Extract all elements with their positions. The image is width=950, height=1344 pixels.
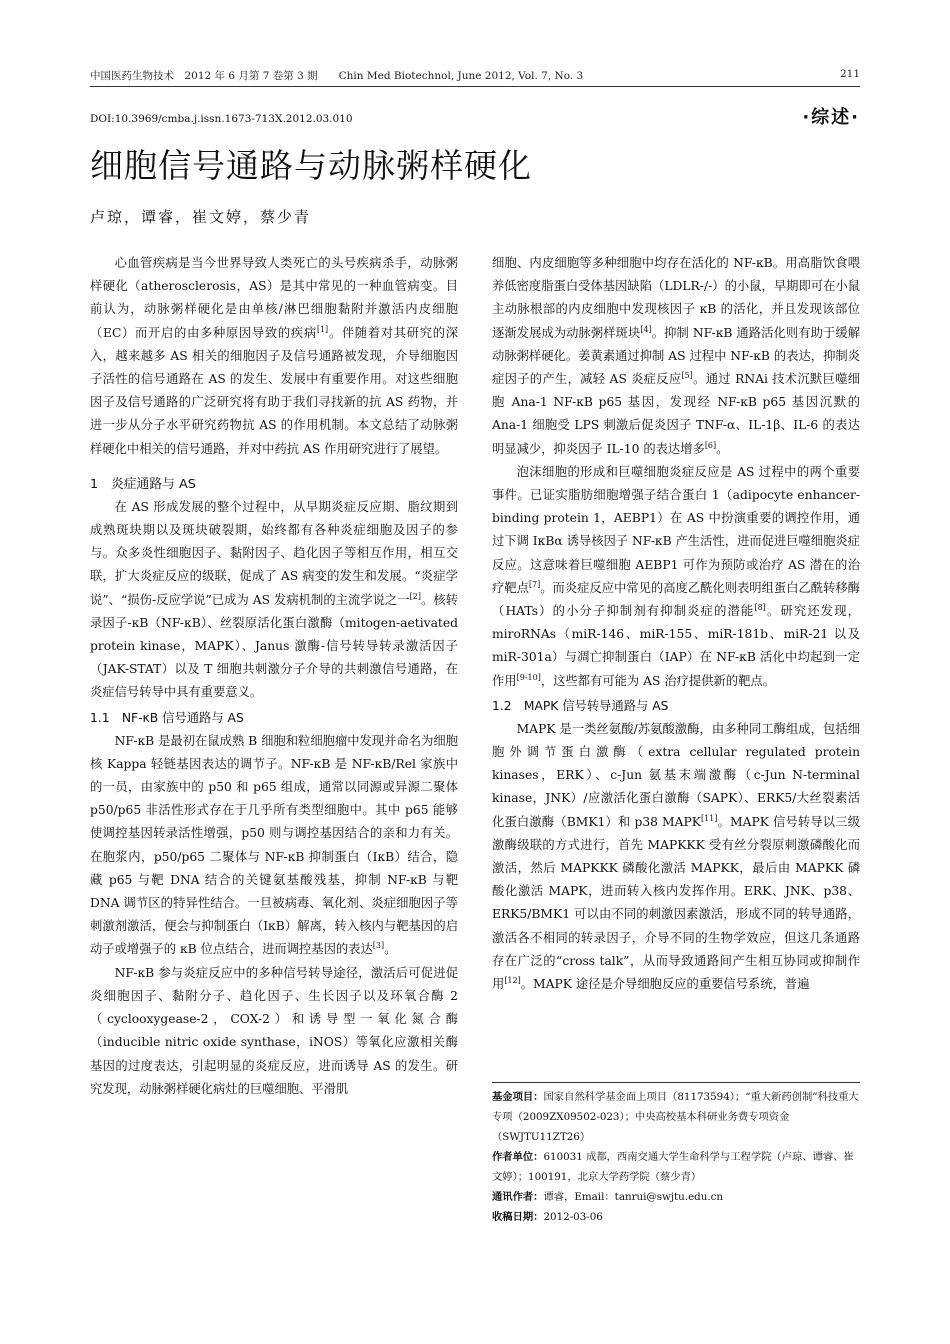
citation[interactable]: [3]	[372, 941, 385, 951]
citation[interactable]: [11]	[700, 813, 718, 823]
section-heading-1-1: 1.1 NF-κB 信号通路与 AS	[90, 710, 244, 725]
body-paragraph: MAPK 是一类丝氨酸/苏氨酸激酶，由多种同工酶组成，包括细胞外调节蛋白激酶（extra cellular regulated protein kinases，ERK）、c-Jun 氨基末端激酶（c-Jun N-terminal kinase，JNK）/应激活化蛋白激酶（SAPK）、ERK5/大丝裂素活化蛋白激酶（BMK1）和 p38 MAPK[11]。MAPK 信号转导以三级激酶级联的方式进行，首先 MAPKKK 受有丝分裂原刺激磷酸化而激活，然后 MAPKKK 磷酸化激活 MAPKK，最后由 MAPKK 磷酸化激活 MAPK，进而转入核内发挥作用。ERK、JNK、p38、ERK5/BMK1 可以由不同的刺激因素激活，形成不同的转导通路，激活各不相同的转录因子，介导不同的生物学效应，但这几条通路存在广泛的“cross talk”，从而导致通路间产生相互协同或抑制作用[12]。MAPK 途径是介导细胞反应的重要信号系统，普遍	[492, 721, 860, 992]
received-date-note: 收稿日期：2012-03-06	[492, 1211, 603, 1223]
page-number: 211	[839, 68, 860, 80]
body-paragraph: NF-κB 参与炎症反应中的多种信号转导途径，激活后可促进促炎细胞因子、黏附分子、趋化因子、生长因子以及环氧合酶 2（cyclooxygease-2，COX-2）和诱导型一氧化氮合酶（inducible nitric oxide synthase，iNOS）等氧化应激相关酶基因的过度表达，引起明显的炎症反应，进而诱导 AS 的发生。研究发现，动脉粥样硬化病灶的巨噬细胞、平滑肌	[90, 965, 458, 1096]
article-title: 细胞信号通路与动脉粥样硬化	[90, 146, 532, 185]
citation[interactable]: [4]	[640, 324, 652, 334]
affiliation-note: 作者单位：610031 成都，西南交通大学生命科学与工程学院（卢琼、谭睿、崔文婷）；100191，北京大学药学院（蔡少青）	[492, 1151, 854, 1183]
body-paragraph: 在 AS 形成发展的整个过程中，从早期炎症反应期、脂纹期到成熟斑块期以及斑块破裂期，始终都有各种炎症细胞及因子的参与。众多炎性细胞因子、黏附因子、趋化因子等相互作用，相互交联，扩大炎症反应的级联，促成了 AS 病变的发生和发展。“炎症学说”、“损伤-反应学说”已成为 AS 发病机制的主流学说之一[2]。核转录因子-κB（NF-κB）、丝裂原活化蛋白激酶（mitogen-aetivated protein kinase，MAPK）、Janus 激酶-信号转导转录激活因子（JAK-STAT）以及 T 细胞共刺激分子介导的共刺激信号通路，在炎症信号转导中具有重要意义。	[90, 499, 458, 700]
citation[interactable]: [7]	[528, 579, 541, 589]
corresponding-author-note: 通讯作者：谭睿，Email：tanrui@swjtu.edu.cn	[492, 1191, 724, 1203]
journal-citation: 中国医药生物技术 2012 年 6 月第 7 卷第 3 期 Chin Med Biotechnol, June 2012, Vol. 7, No. 3	[90, 70, 584, 82]
citation[interactable]: [6]	[704, 440, 717, 450]
authors: 卢琼，谭睿，崔文婷，蔡少青	[90, 208, 312, 226]
citation[interactable]: [8]	[754, 602, 766, 612]
right-column	[492, 252, 860, 996]
footnotes	[492, 1082, 860, 1227]
intro-paragraph: 心血管疾病是当今世界导致人类死亡的头号疾病杀手，动脉粥样硬化（atherosclerosis，AS）是其中常见的一种血管病变。目前认为，动脉粥样硬化是由单核/淋巴细胞黏附并激活内皮细胞（EC）而开启的由多种原因导致的疾病[1]。伴随着对其研究的深入，越来越多 AS 相关的细胞因子及信号通路被发现，介导细胞因子活性的信号通路在 AS 的发生、发展中有重要作用。对这些细胞因子及信号通路的广泛研究将有助于我们寻找新的抗 AS 药物，并进一步从分子水平研究药物抗 AS 的作用机制。本文总结了动脉粥样硬化中相关的信号通路，并对中药抗 AS 作用研究进行了展望。	[90, 256, 458, 456]
section-heading-1-2: 1.2 MAPK 信号转导通路与 AS	[492, 698, 669, 713]
running-header	[90, 68, 860, 87]
funding-note: 基金项目：国家自然科学基金面上项目（81173594）；“重大新药创制”科技重大专项（2009ZX09502-023）；中央高校基本科研业务费专项资金（SWJTU11ZT26）	[492, 1091, 859, 1143]
left-column	[90, 252, 458, 1101]
citation[interactable]: [1]	[316, 324, 329, 334]
body-paragraph: NF-κB 是最初在鼠成熟 B 细胞和粒细胞瘤中发现并命名为细胞核 Kappa 轻链基因表达的调节子。NF-κB 是 NF-κB/Rel 家族中的一员，由家族中的 p50 和 p65 组成，通常以同源或异源二聚体 p50/p65 非活性形式存在于几乎所有类型细胞中。其中 p65 能够使调控基因转录活性增强，p50 则与调控基因结合的亲和力有关。在胞浆内，p50/p65 二聚体与 NF-κB 抑制蛋白（IκB）结合，隐藏 p65 与靶 DNA 结合的关键氨基酸残基，抑制 NF-κB 与靶 DNA 调节区的特异性结合。一旦被病毒、氧化剂、炎症细胞因子等刺激剂激活，便会与抑制蛋白（IκB）解离，转入核内与靶基因的启动子或增强子的 κB 位点结合，进而调控基因的表达[3]。	[90, 733, 458, 957]
citation[interactable]: [12]	[504, 976, 521, 985]
body-paragraph: 泡沫细胞的形成和巨噬细胞炎症反应是 AS 过程中的两个重要事件。已证实脂肪细胞增强子结合蛋白 1（adipocyte enhancer-binding protein 1，AEBP1）在 AS 中扮演重要的调控作用，通过下调 IκBα 诱导核因子 NF-κB 产生活性，进而促进巨噬细胞炎症反应。这意味着巨噬细胞 AEBP1 可作为预防或治疗 AS 潜在的治疗靶点[7]。而炎症反应中常见的高度乙酰化则表明组蛋白乙酰转移酶（HATs）的小分子抑制剂有抑制炎症的潜能[8]。研究还发现，miroRNAs（miR-146、miR-155、miR-181b、miR-21 以及 miR-301a）与凋亡抑制蛋白（IAP）在 NF-κB 活化中均起到一定作用[9-10]，这些都有可能为 AS 治疗提供新的靶点。	[492, 464, 860, 688]
citation[interactable]: [5]	[681, 370, 693, 380]
citation[interactable]: [9-10]	[516, 672, 541, 682]
article-category: ·综述·	[802, 107, 860, 128]
doi[interactable]: DOI:10.3969/cmba.j.issn.1673-713X.2012.03.010	[90, 113, 353, 125]
citation[interactable]: [2]	[409, 591, 421, 601]
section-heading-1: 1 炎症通路与 AS	[90, 476, 196, 492]
body-paragraph: 细胞、内皮细胞等多种细胞中均存在活化的 NF-κB。用高脂饮食喂养低密度脂蛋白受体基因缺陷（LDLR-/-）的小鼠，早期即可在小鼠主动脉根部的内皮细胞中发现核因子 κB 的活化，并且发现该部位逐渐发展成为动脉粥样斑块[4]。抑制 NF-κB 通路活化则有助于缓解动脉粥样硬化。姜黄素通过抑制 AS 过程中 NF-κB 的表达，抑制炎症因子的产生，减轻 AS 炎症反应[5]。通过 RNAi 技术沉默巨噬细胞 Ana-1 NF-κB p65 基因，发现经 NF-κB p65 基因沉默的 Ana-1 细胞受 LPS 刺激后促炎因子 TNF-α、IL-1β、IL-6 的表达明显减少，抑炎因子 IL-10 的表达增多[6]。	[492, 256, 860, 456]
